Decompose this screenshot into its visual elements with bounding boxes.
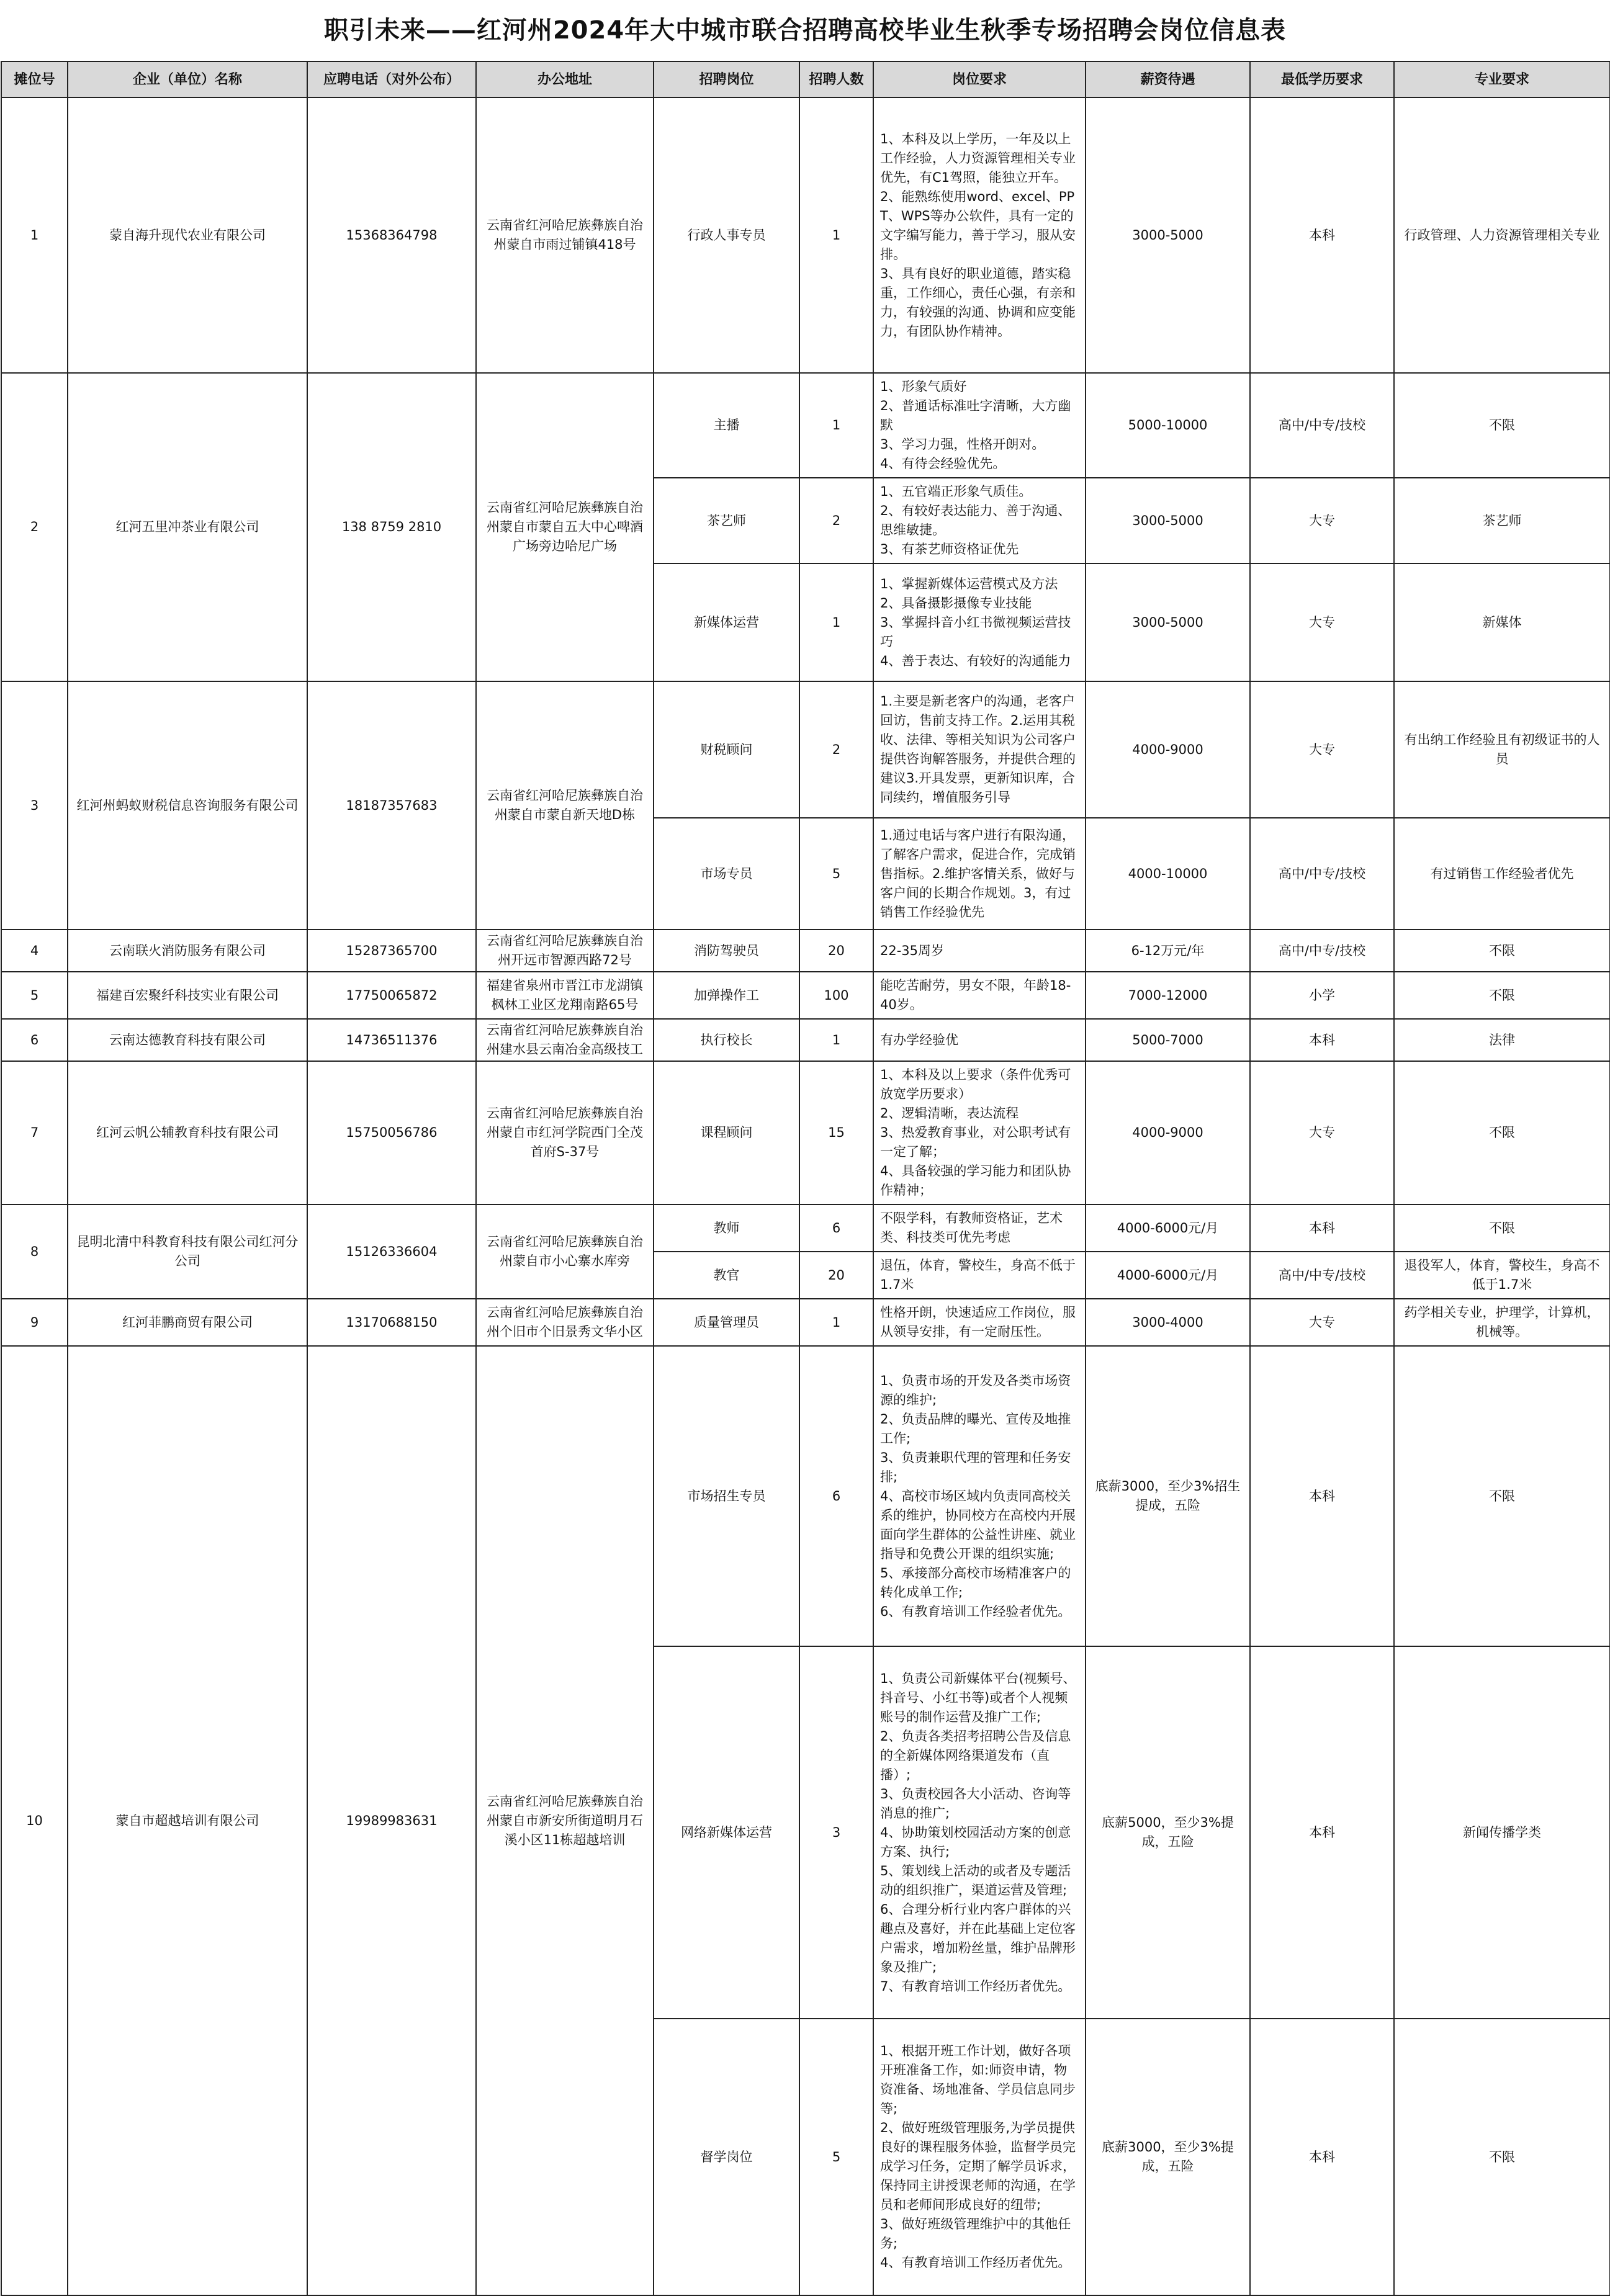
position-requirements — [873, 1019, 1086, 1061]
requirement-line: 2、具备摄影摄像专业技能 — [880, 595, 1032, 611]
position-requirements — [873, 1346, 1086, 1646]
min-education: 本科 — [1250, 1204, 1394, 1252]
requirement-line: 2、能熟练使用word、excel、PPT、WPS等办公软件，具有一定的文字编写能力，善于学习，服从安排。 — [880, 189, 1076, 262]
major-requirement: 茶艺师 — [1394, 478, 1610, 563]
booth-number: 6 — [1, 1019, 68, 1061]
requirement-line: 3、具有良好的职业道德，踏实稳重，工作细心，责任心强，有亲和力，有较强的沟通、协调和应变能力，有团队协作精神。 — [880, 266, 1076, 339]
requirement-line: 2、逻辑清晰，表达流程 — [880, 1106, 1019, 1121]
requirement-line: 5、策划线上活动的或者及专题活动的组织推广，渠道运营及管理; — [880, 1863, 1071, 1898]
position-title: 新媒体运营 — [654, 563, 799, 681]
booth-number: 5 — [1, 972, 68, 1019]
requirement-line: 3、掌握抖音小红书微视频运营技巧 — [880, 614, 1071, 649]
requirement-line: 4、高校市场区域内负责同高校关系的维护，协同校方在高校内开展面向学生群体的公益性讲座、就业指导和免费公开课的组织实施; — [880, 1488, 1076, 1561]
major-requirement: 新媒体 — [1394, 563, 1610, 681]
position-requirements — [873, 1204, 1086, 1252]
position-count: 1 — [799, 1299, 873, 1346]
salary: 4000-9000 — [1086, 1061, 1250, 1204]
position-title: 市场专员 — [654, 818, 799, 930]
header-education: 最低学历要求 — [1250, 61, 1394, 97]
requirement-line: 有办学经验优 — [880, 1032, 958, 1047]
major-requirement: 有出纳工作经验且有初级证书的人员 — [1394, 681, 1610, 818]
major-requirement: 行政管理、人力资源管理相关专业 — [1394, 97, 1610, 373]
major-requirement: 不限 — [1394, 1061, 1610, 1204]
position-requirements — [873, 681, 1086, 818]
position-title: 主播 — [654, 373, 799, 478]
phone-number: 15126336604 — [307, 1204, 476, 1299]
booth-number: 1 — [1, 97, 68, 373]
position-title: 教师 — [654, 1204, 799, 1252]
min-education: 大专 — [1250, 1299, 1394, 1346]
position-title: 执行校长 — [654, 1019, 799, 1061]
major-requirement: 法律 — [1394, 1019, 1610, 1061]
page-title: 职引未来——红河州2024年大中城市联合招聘高校毕业生秋季专场招聘会岗位信息表 — [323, 16, 1287, 45]
requirement-line: 22-35周岁 — [880, 943, 945, 958]
phone-number: 15750056786 — [307, 1061, 476, 1204]
position-title: 茶艺师 — [654, 478, 799, 563]
requirement-line: 3、负责校园各大小活动、咨询等消息的推广; — [880, 1786, 1071, 1821]
job-table — [1, 61, 1610, 2296]
requirement-line: 7、有教育培训工作经历者优先。 — [880, 1978, 1071, 1994]
requirement-line: 1、本科及以上学历，一年及以上工作经验，人力资源管理相关专业优先，有C1驾照，能独立开车。 — [880, 131, 1076, 185]
min-education: 高中/中专/技校 — [1250, 373, 1394, 478]
position-count: 1 — [799, 1019, 873, 1061]
requirement-line: 1、形象气质好 — [880, 379, 967, 394]
header-count: 招聘人数 — [799, 61, 873, 97]
table-row — [1, 681, 1610, 818]
table-row — [1, 373, 1610, 478]
position-count: 100 — [799, 972, 873, 1019]
booth-number: 2 — [1, 373, 68, 681]
min-education: 小学 — [1250, 972, 1394, 1019]
office-address: 云南省红河哈尼族彝族自治州蒙自市新安所街道明月石溪小区11栋超越培训 — [476, 1346, 654, 2295]
major-requirement: 不限 — [1394, 373, 1610, 478]
requirement-line: 1、根据开班工作计划，做好各项开班准备工作，如:师资申请，物资准备、场地准备、学员信息同步等; — [880, 2043, 1076, 2116]
requirement-line: 2、做好班级管理服务,为学员提供良好的课程服务体验，监督学员完成学习任务，定期了解学员诉求，保持同主讲授课老师的沟通，在学员和老师间形成良好的纽带; — [880, 2120, 1076, 2212]
position-count: 5 — [799, 818, 873, 930]
company-name: 红河州蚂蚁财税信息咨询服务有限公司 — [68, 681, 307, 930]
phone-number: 15287365700 — [307, 930, 476, 972]
requirement-line: 1、五官端正形象气质佳。 — [880, 484, 1032, 499]
position-requirements — [873, 2019, 1086, 2295]
requirement-line: 1.主要是新老客户的沟通，老客户回访，售前支持工作。2.运用其税收、法律、等相关知识为公司客户提供咨询解答服务，并提供合理的建议3.开具发票，更新知识库，合同续约，增值服务引导 — [880, 694, 1076, 805]
position-requirements — [873, 373, 1086, 478]
company-name: 云南达德教育科技有限公司 — [68, 1019, 307, 1061]
company-name: 红河云帆公辅教育科技有限公司 — [68, 1061, 307, 1204]
position-count: 5 — [799, 2019, 873, 2295]
requirement-line: 1.通过电话与客户进行有限沟通，了解客户需求，促进合作，完成销售指标。2.维护客情关系，做好与客户间的长期合作规划。3，有过销售工作经验优先 — [880, 827, 1076, 920]
position-count: 20 — [799, 1252, 873, 1299]
office-address: 云南省红河哈尼族彝族自治州蒙自市雨过铺镇418号 — [476, 97, 654, 373]
salary: 7000-12000 — [1086, 972, 1250, 1019]
booth-number: 7 — [1, 1061, 68, 1204]
salary: 底薪3000，至少3%招生提成，五险 — [1086, 1346, 1250, 1646]
position-count: 1 — [799, 373, 873, 478]
table-row — [1, 1346, 1610, 1646]
major-requirement: 不限 — [1394, 972, 1610, 1019]
salary: 3000-5000 — [1086, 97, 1250, 373]
position-requirements — [873, 1252, 1086, 1299]
major-requirement: 新闻传播学类 — [1394, 1646, 1610, 2019]
major-requirement: 不限 — [1394, 2019, 1610, 2295]
requirement-line: 2、普通话标准吐字清晰，大方幽默 — [880, 398, 1071, 433]
table-row — [1, 1299, 1610, 1346]
office-address: 云南省红河哈尼族彝族自治州建水县云南冶金高级技工 — [476, 1019, 654, 1061]
header-company: 企业（单位）名称 — [68, 61, 307, 97]
position-title: 市场招生专员 — [654, 1346, 799, 1646]
requirement-line: 性格开朗，快速适应工作岗位，服从领导安排，有一定耐压性。 — [880, 1305, 1076, 1339]
position-title: 质量管理员 — [654, 1299, 799, 1346]
major-requirement: 不限 — [1394, 1346, 1610, 1646]
min-education: 本科 — [1250, 1019, 1394, 1061]
min-education: 本科 — [1250, 2019, 1394, 2295]
booth-number: 9 — [1, 1299, 68, 1346]
requirement-line: 6、有教育培训工作经验者优先。 — [880, 1603, 1071, 1619]
position-count: 1 — [799, 97, 873, 373]
position-requirements — [873, 97, 1086, 373]
requirement-line: 4、有教育培训工作经历者优先。 — [880, 2255, 1071, 2270]
min-education: 大专 — [1250, 1061, 1394, 1204]
position-count: 20 — [799, 930, 873, 972]
min-education: 高中/中专/技校 — [1250, 1252, 1394, 1299]
salary: 4000-10000 — [1086, 818, 1250, 930]
min-education: 高中/中专/技校 — [1250, 818, 1394, 930]
company-name: 云南联火消防服务有限公司 — [68, 930, 307, 972]
requirement-line: 1、本科及以上要求（条件优秀可放宽学历要求） — [880, 1067, 1071, 1101]
requirement-line: 退伍，体育，警校生，身高不低于1.7米 — [880, 1258, 1076, 1292]
header-position: 招聘岗位 — [654, 61, 799, 97]
min-education: 高中/中专/技校 — [1250, 930, 1394, 972]
position-requirements — [873, 1061, 1086, 1204]
min-education: 大专 — [1250, 478, 1394, 563]
header-address: 办公地址 — [476, 61, 654, 97]
position-count: 3 — [799, 1646, 873, 2019]
header-salary: 薪资待遇 — [1086, 61, 1250, 97]
table-row — [1, 97, 1610, 373]
salary: 5000-7000 — [1086, 1019, 1250, 1061]
requirement-line: 3、负责兼职代理的管理和任务安排; — [880, 1450, 1071, 1484]
position-title: 教官 — [654, 1252, 799, 1299]
salary: 3000-5000 — [1086, 563, 1250, 681]
position-count: 1 — [799, 563, 873, 681]
min-education: 大专 — [1250, 563, 1394, 681]
booth-number: 3 — [1, 681, 68, 930]
requirement-line: 1、负责公司新媒体平台(视频号、抖音号、小红书等)或者个人视频账号的制作运营及推广工作; — [880, 1670, 1076, 1724]
company-name: 昆明北清中科教育科技有限公司红河分公司 — [68, 1204, 307, 1299]
position-count: 15 — [799, 1061, 873, 1204]
min-education: 本科 — [1250, 1346, 1394, 1646]
requirement-line: 能吃苦耐劳，男女不限，年龄18-40岁。 — [880, 978, 1071, 1012]
table-row — [1, 930, 1610, 972]
position-requirements — [873, 478, 1086, 563]
requirement-line: 6、合理分析行业内客户群体的兴趣点及喜好，并在此基础上定位客户需求，增加粉丝量，维护品牌形象及推广; — [880, 1901, 1076, 1975]
header-major: 专业要求 — [1394, 61, 1610, 97]
requirement-line: 1、掌握新媒体运营模式及方法 — [880, 576, 1058, 591]
position-title: 督学岗位 — [654, 2019, 799, 2295]
salary: 4000-6000元/月 — [1086, 1252, 1250, 1299]
requirement-line: 4、有待会经验优先。 — [880, 456, 1006, 471]
requirement-line: 2、负责品牌的曝光、宣传及地推工作; — [880, 1411, 1071, 1446]
phone-number: 18187357683 — [307, 681, 476, 930]
major-requirement: 有过销售工作经验者优先 — [1394, 818, 1610, 930]
major-requirement: 药学相关专业，护理学，计算机，机械等。 — [1394, 1299, 1610, 1346]
requirement-line: 3、有茶艺师资格证优先 — [880, 542, 1019, 557]
salary: 4000-9000 — [1086, 681, 1250, 818]
position-count: 6 — [799, 1346, 873, 1646]
requirement-line: 4、协助策划校园活动方案的创意方案、执行; — [880, 1824, 1071, 1859]
requirement-line: 4、具备较强的学习能力和团队协作精神； — [880, 1164, 1071, 1198]
min-education: 本科 — [1250, 97, 1394, 373]
requirement-line: 3、热爱教育事业，对公职考试有一定了解； — [880, 1125, 1071, 1159]
booth-number: 10 — [1, 1346, 68, 2295]
requirement-line: 1、负责市场的开发及各类市场资源的维护; — [880, 1373, 1071, 1407]
position-count: 6 — [799, 1204, 873, 1252]
header-row — [1, 61, 1610, 97]
company-name: 红河五里冲茶业有限公司 — [68, 373, 307, 681]
phone-number: 14736511376 — [307, 1019, 476, 1061]
requirement-line: 4、善于表达、有较好的沟通能力 — [880, 653, 1071, 668]
requirement-line: 2、有较好表达能力、善于沟通、思维敏捷。 — [880, 503, 1071, 537]
header-booth: 摊位号 — [1, 61, 68, 97]
office-address: 云南省红河哈尼族彝族自治州个旧市个旧景秀文华小区 — [476, 1299, 654, 1346]
table-row — [1, 972, 1610, 1019]
position-title: 加弹操作工 — [654, 972, 799, 1019]
position-title: 财税顾问 — [654, 681, 799, 818]
major-requirement: 退役军人，体育，警校生，身高不低于1.7米 — [1394, 1252, 1610, 1299]
phone-number: 15368364798 — [307, 97, 476, 373]
office-address: 福建省泉州市晋江市龙湖镇枫林工业区龙翔南路65号 — [476, 972, 654, 1019]
min-education: 本科 — [1250, 1646, 1394, 2019]
table-row — [1, 1019, 1610, 1061]
table-row — [1, 1204, 1610, 1252]
booth-number: 8 — [1, 1204, 68, 1299]
position-requirements — [873, 1299, 1086, 1346]
office-address: 云南省红河哈尼族彝族自治州蒙自市蒙自五大中心啤酒广场旁边哈尼广场 — [476, 373, 654, 681]
position-requirements — [873, 1646, 1086, 2019]
min-education: 大专 — [1250, 681, 1394, 818]
company-name: 蒙自市超越培训有限公司 — [68, 1346, 307, 2295]
position-title: 网络新媒体运营 — [654, 1646, 799, 2019]
position-requirements — [873, 972, 1086, 1019]
phone-number: 17750065872 — [307, 972, 476, 1019]
salary: 4000-6000元/月 — [1086, 1204, 1250, 1252]
company-name: 蒙自海升现代农业有限公司 — [68, 97, 307, 373]
requirement-line: 3、做好班级管理维护中的其他任务; — [880, 2217, 1071, 2251]
major-requirement: 不限 — [1394, 930, 1610, 972]
position-title: 课程顾问 — [654, 1061, 799, 1204]
company-name: 红河菲鹏商贸有限公司 — [68, 1299, 307, 1346]
position-count: 2 — [799, 478, 873, 563]
office-address: 云南省红河哈尼族彝族自治州蒙自市红河学院西门全茂首府S-37号 — [476, 1061, 654, 1204]
requirement-line: 不限学科，有教师资格证，艺术类、科技类可优先考虑 — [880, 1211, 1063, 1245]
salary: 6-12万元/年 — [1086, 930, 1250, 972]
requirement-line: 5、承接部分高校市场精准客户的转化成单工作; — [880, 1565, 1071, 1600]
salary: 底薪3000，至少3%提成，五险 — [1086, 2019, 1250, 2295]
office-address: 云南省红河哈尼族彝族自治州开远市智源西路72号 — [476, 930, 654, 972]
salary: 5000-10000 — [1086, 373, 1250, 478]
position-count: 2 — [799, 681, 873, 818]
position-requirements — [873, 563, 1086, 681]
position-title: 消防驾驶员 — [654, 930, 799, 972]
requirement-line: 2、负责各类招考招聘公告及信息的全新媒体网络渠道发布（直播）; — [880, 1728, 1071, 1782]
header-phone: 应聘电话（对外公布） — [307, 61, 476, 97]
company-name: 福建百宏聚纤科技实业有限公司 — [68, 972, 307, 1019]
requirement-line: 3、学习力强，性格开朗对。 — [880, 437, 1045, 452]
office-address: 云南省红河哈尼族彝族自治州蒙自市小心寨水库旁 — [476, 1204, 654, 1299]
office-address: 云南省红河哈尼族彝族自治州蒙自市蒙自新天地D栋 — [476, 681, 654, 930]
position-title: 行政人事专员 — [654, 97, 799, 373]
salary: 3000-5000 — [1086, 478, 1250, 563]
salary: 底薪5000，至少3%提成，五险 — [1086, 1646, 1250, 2019]
table-row — [1, 1061, 1610, 1204]
salary: 3000-4000 — [1086, 1299, 1250, 1346]
phone-number: 19989983631 — [307, 1346, 476, 2295]
phone-number: 13170688150 — [307, 1299, 476, 1346]
header-requirements: 岗位要求 — [873, 61, 1086, 97]
position-requirements — [873, 818, 1086, 930]
booth-number: 4 — [1, 930, 68, 972]
position-requirements — [873, 930, 1086, 972]
major-requirement: 不限 — [1394, 1204, 1610, 1252]
phone-number: 138 8759 2810 — [307, 373, 476, 681]
